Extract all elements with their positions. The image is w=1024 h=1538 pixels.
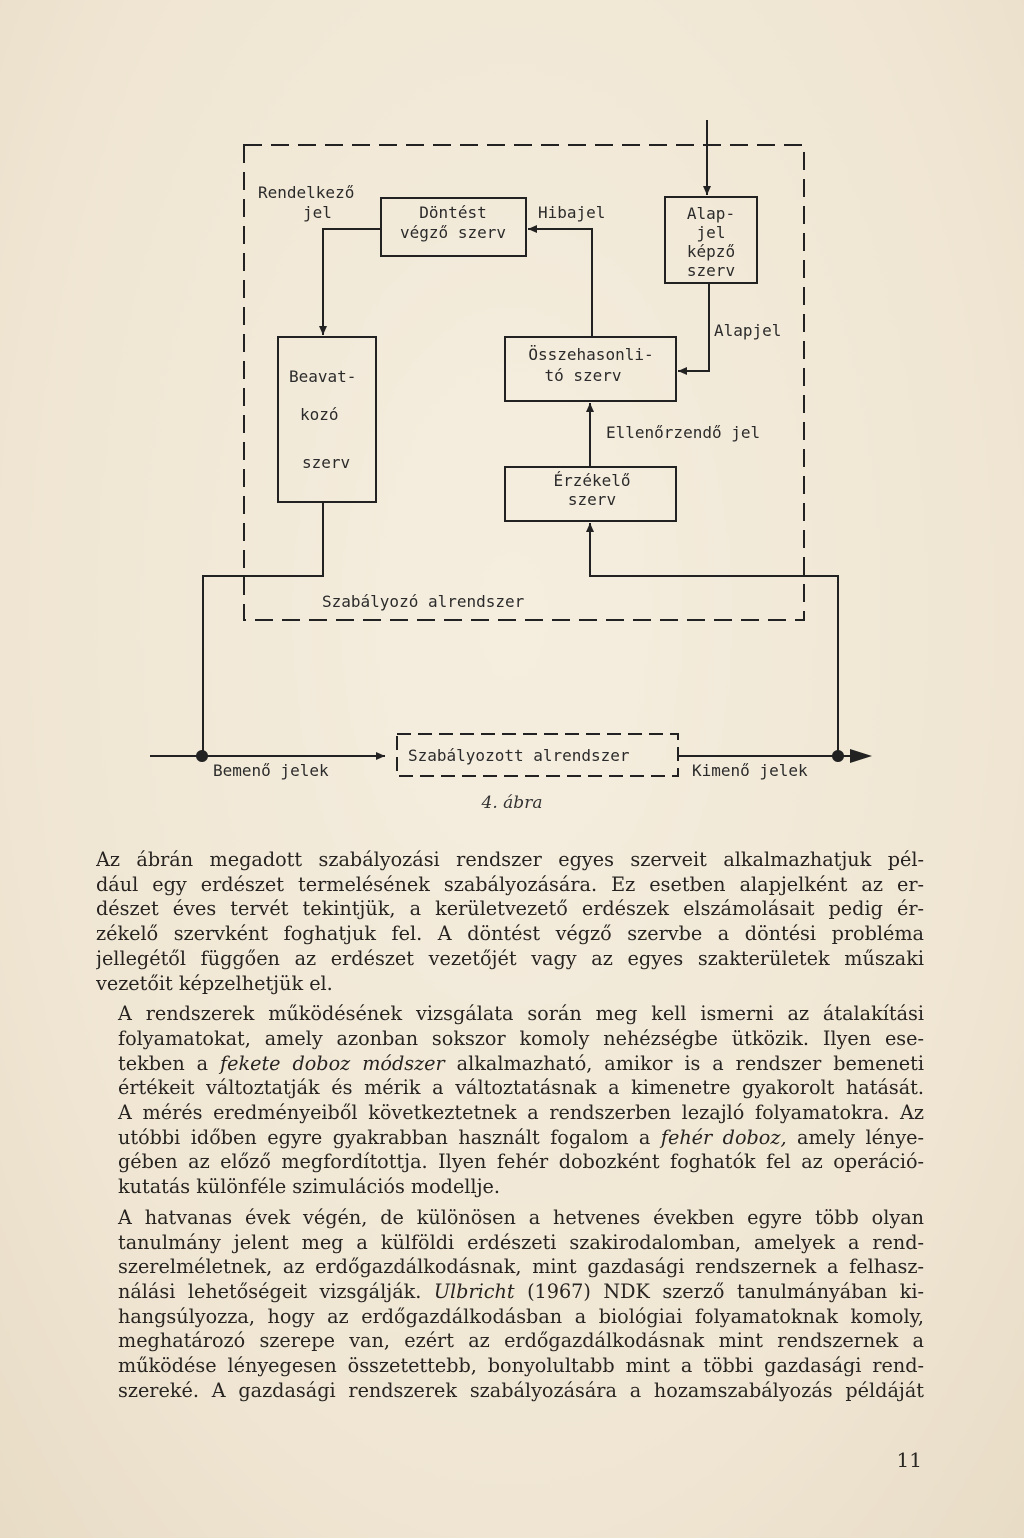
label-ellenorzendo: Ellenőrzendő jel [606, 423, 761, 442]
label-hibajel: Hibajel [538, 203, 606, 222]
output-junction [832, 750, 844, 762]
label-vegzo-szerv: végző szerv [400, 223, 506, 242]
text-line: dául egy erdészet termelésének szabályozására. Ez esetben alapjelként az er- [96, 872, 924, 896]
text-line: A rendszerek működésének vizsgálata során meg kell ismerni az átalakítási [118, 1002, 924, 1026]
label-osszehasonlito-2: tó szerv [544, 366, 622, 385]
label-erzekelo-2: szerv [567, 490, 617, 509]
label-rendelkezo: Rendelkező [258, 183, 355, 202]
emphasis-fekete-doboz: fekete doboz módszer [220, 1051, 445, 1075]
label-rendelkezo-jel: jel [303, 203, 332, 222]
paragraph-1 [96, 848, 924, 996]
text-line: vezetőit képzelhetjük el. [96, 971, 333, 995]
page-number: 11 [896, 1448, 922, 1472]
text-line: dészet éves tervét tekintjük, a kerületvezető erdészek elszámolásait pedig ér- [96, 897, 924, 921]
input-junction [196, 750, 208, 762]
figure-caption: 4. ábra [481, 793, 543, 813]
text-line: jellegétől függően az erdészet vezetőjét vagy az egyes szakterületek műszaki [96, 946, 924, 970]
label-osszehasonlito-1: Összehasonli- [528, 345, 654, 364]
label-beavatkozo-3: szerv [302, 453, 351, 472]
text-line: tanulmány jelent meg a külföldi erdészeti szakirodalomban, amelyek a rend- [118, 1230, 924, 1254]
label-bemeno-jelek: Bemenő jelek [213, 761, 329, 780]
text-line: folyamatokat, amely azonban sokszor komoly nehézségbe ütközik. Ilyen ese- [118, 1026, 924, 1050]
label-alapjel-kepzo-1: Alap- [686, 204, 736, 223]
text-line: Az ábrán megadott szabályozási rendszer egyes szerveit alkalmazhatjuk pél- [96, 848, 924, 871]
text-line: kutatás különféle szimulációs modellje. [118, 1175, 500, 1199]
label-alapjel: Alapjel [714, 321, 782, 340]
label-alapjel-kepzo-4: szerv [686, 261, 736, 280]
label-alapjel-kepzo-2: jel [696, 223, 726, 242]
emphasis-feher-doboz: fehér doboz, [660, 1125, 787, 1149]
text-line: szereké. A gazdasági rendszerek szabályozására a hozamszabályozás példáját [118, 1378, 924, 1402]
text-line: értékeit változtatják és mérik a változtatásnak a kimenetre gyakorolt hatását. [118, 1076, 924, 1100]
paragraph-2 [96, 1002, 924, 1200]
label-kimeno-jelek: Kimenő jelek [692, 761, 808, 780]
label-beavatkozo-1: Beavat- [289, 367, 357, 386]
paragraph-3 [96, 1206, 924, 1404]
label-erzekelo-1: Érzékelő [553, 471, 631, 490]
text-line-mixed: utóbbi időben egyre gyakrabban használt fogalom a fehér doboz, amely lénye- [118, 1125, 924, 1149]
label-szabalyozott-alrendszer: Szabályozott alrendszer [408, 746, 630, 765]
text-line-mixed: nálási lehetőségeit vizsgálják. Ulbricht (1967) NDK szerző tanulmányában ki- [118, 1279, 924, 1303]
label-alapjel-kepzo-3: képző [686, 242, 736, 261]
text-line: gében az előző megfordítottja. Ilyen fehér dobozként foghatók fel az operáció- [118, 1150, 924, 1174]
text-line: szerelméletnek, az erdőgazdálkodásnak, mint gazdasági rendszernek a felhasz- [118, 1255, 924, 1279]
emphasis-ulbricht: Ulbricht [433, 1279, 515, 1303]
text-line-mixed: tekben a fekete doboz módszer alkalmazható, amikor is a rendszer bemeneti [118, 1051, 924, 1075]
text-line: A mérés eredményeiből következtetnek a rendszerben lezajló folyamatokra. Az [118, 1101, 924, 1125]
text-line: zékelő szervként foghatjuk fel. A döntést végző szervbe a döntési probléma [96, 922, 924, 946]
body-text [96, 848, 924, 1403]
text-line: meghatározó szerepe van, ezért az erdőgazdálkodásnak mint rendszernek a [118, 1329, 924, 1353]
text-line: működése lényegesen összetettebb, bonyolultabb mint a többi gazdasági rend- [118, 1354, 924, 1378]
label-beavatkozo-2: kozó [300, 405, 339, 424]
label-dontest: Döntést [419, 203, 487, 222]
text-line: hangsúlyozza, hogy az erdőgazdálkodásban a biológiai folyamatoknak komoly, [118, 1304, 924, 1328]
text-line: A hatvanas évek végén, de különösen a hetvenes években egyre több olyan [118, 1205, 924, 1229]
label-szabalyozo-alrendszer: Szabályozó alrendszer [322, 592, 525, 611]
